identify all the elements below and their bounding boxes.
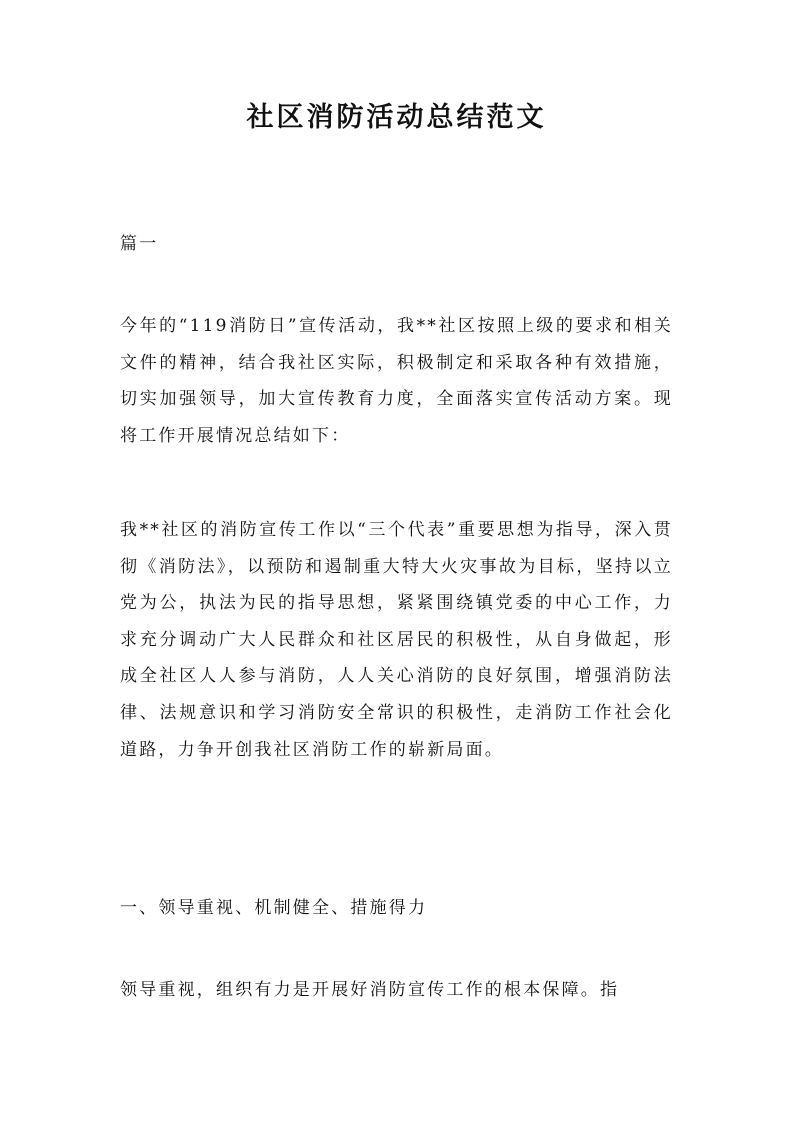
paragraph-leadership: 领导重视，组织有力是开展好消防宣传工作的根本保障。指 bbox=[120, 980, 620, 1000]
section-heading-1: 一、领导重视、机制健全、措施得力 bbox=[120, 898, 428, 918]
paragraph-intro: 今年的“119消防日”宣传活动，我**社区按照上级的要求和相关文件的精神，结合我社区实际，积极制定和采取各种有效措施，切实加强领导，加大宣传教育力度，全面落实宣传活动方案。现将工作开展情况总结如下： bbox=[120, 316, 673, 446]
section-label: 篇一 bbox=[120, 234, 159, 254]
paragraph-guiding-principle: 我**社区的消防宣传工作以“三个代表”重要思想为指导，深入贯彻《消防法》，以预防和遏制重大特大火灾事故为目标，坚持以立党为公，执法为民的指导思想，紧紧围绕镇党委的中心工作，力求充分调动广大人民群众和社区居民的积极性，从自身做起，形成全社区人人参与消防，人人关心消防的良好氛围，增强消防法律、法规意识和学习消防安全常识的积极性，走消防工作社会化道路，力争开创我社区消防工作的崭新局面。 bbox=[120, 520, 673, 760]
document-title: 社区消防活动总结范文 bbox=[246, 102, 547, 133]
